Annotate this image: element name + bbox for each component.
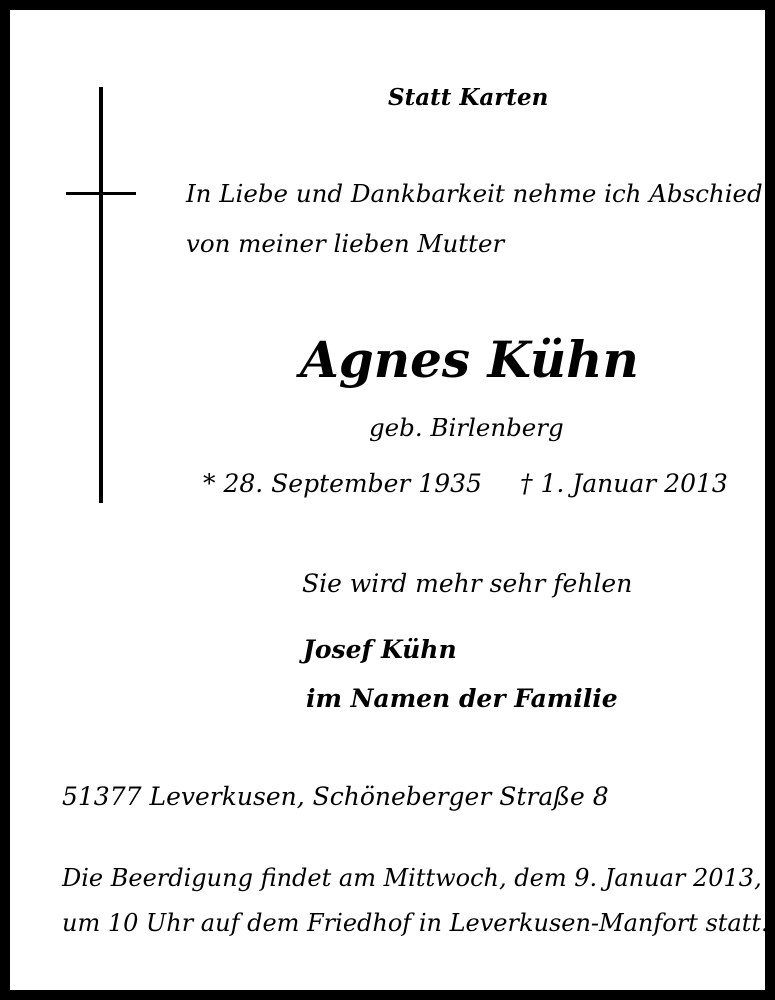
cross-icon-bar [66,192,136,195]
intro-line-1: In Liebe und Dankbarkeit nehme ich Abschied [186,179,763,208]
intro-line-2: von meiner lieben Mutter [186,229,505,258]
address: 51377 Leverkusen, Schöneberger Straße 8 [62,782,609,811]
funeral-line-2: um 10 Uhr auf dem Friedhof in Leverkusen-Manfort statt. [62,909,769,937]
death-date: † 1. Januar 2013 [520,469,728,498]
birth-date: * 28. September 1935 [203,469,482,498]
notice-heading: Statt Karten [388,84,549,111]
funeral-line-1: Die Beerdigung findet am Mittwoch, dem 9. Januar 2013, [62,864,762,892]
farewell-text: Sie wird mehr sehr fehlen [302,569,633,598]
family-line: im Namen der Familie [306,684,618,713]
cross-icon [99,87,103,503]
deceased-name: Agnes Kühn [300,330,639,389]
maiden-name: geb. Birlenberg [369,413,564,442]
signer-name: Josef Kühn [303,635,457,664]
